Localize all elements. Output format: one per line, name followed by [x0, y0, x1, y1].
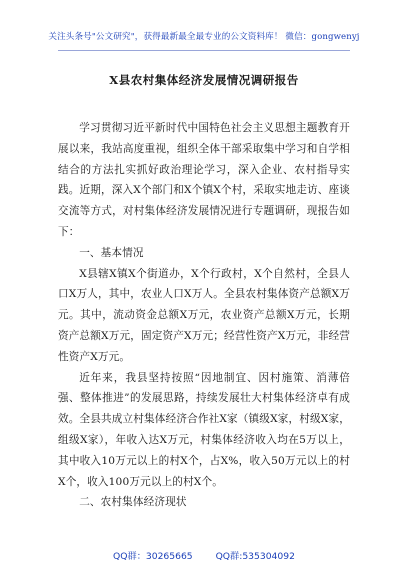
header-divider	[58, 50, 350, 51]
development-paragraph: 近年来，我县坚持按照“因地制宜、因村施策、消薄倍强、整体推进”的发展思路，持续发展壮大村集体经济卓有成效。全县共成立村集体经济合作社X家（镇级X家，村级X家，组级X家），年收入达X万元，村集体经济收入均在5万以上，其中收入10万元以上的村X个，占X%，收入50万元以上的村X个，收入100万元以上的村X个。	[58, 371, 350, 488]
basic-info-paragraph: X县辖X镇X个街道办，X个行政村，X个自然村，全县人口X万人，其中，农业人口X万人。全县农村集体资产总额X万元。其中，流动资金总额X万元，农业资产总额X万元，长期资产总额X万元，固定资产X万元；经营性资产X万元，非经营性资产X万元。	[58, 267, 350, 363]
footer-qq-group-1: QQ群：30265665	[113, 551, 193, 562]
intro-paragraph: 学习贯彻习近平新时代中国特色社会主义思想主题教育开展以来，我站高度重视，组织全体干部采取集中学习和自学相结合的方法扎实抓好政治理论学习，深入企业、农村指导实践。近期，深入X个部门和X个镇X个村，采取实地走访、座谈交流等方式，对村集体经济发展情况进行专题调研，现报告如下：	[58, 122, 350, 238]
section-heading-basic: 一、基本情况	[79, 246, 144, 259]
footer	[0, 548, 408, 562]
header-banner: 关注头条号"公文研究"，获得最新最全最专业的公文资料库！ 微信：gongwenyj	[48, 32, 360, 42]
document-title: X县农村集体经济发展情况调研报告	[109, 73, 299, 87]
section-heading-status: 二、农村集体经济现状	[79, 496, 187, 509]
footer-qq-group-2: QQ群:535304092	[215, 551, 295, 562]
document-body	[58, 118, 350, 513]
